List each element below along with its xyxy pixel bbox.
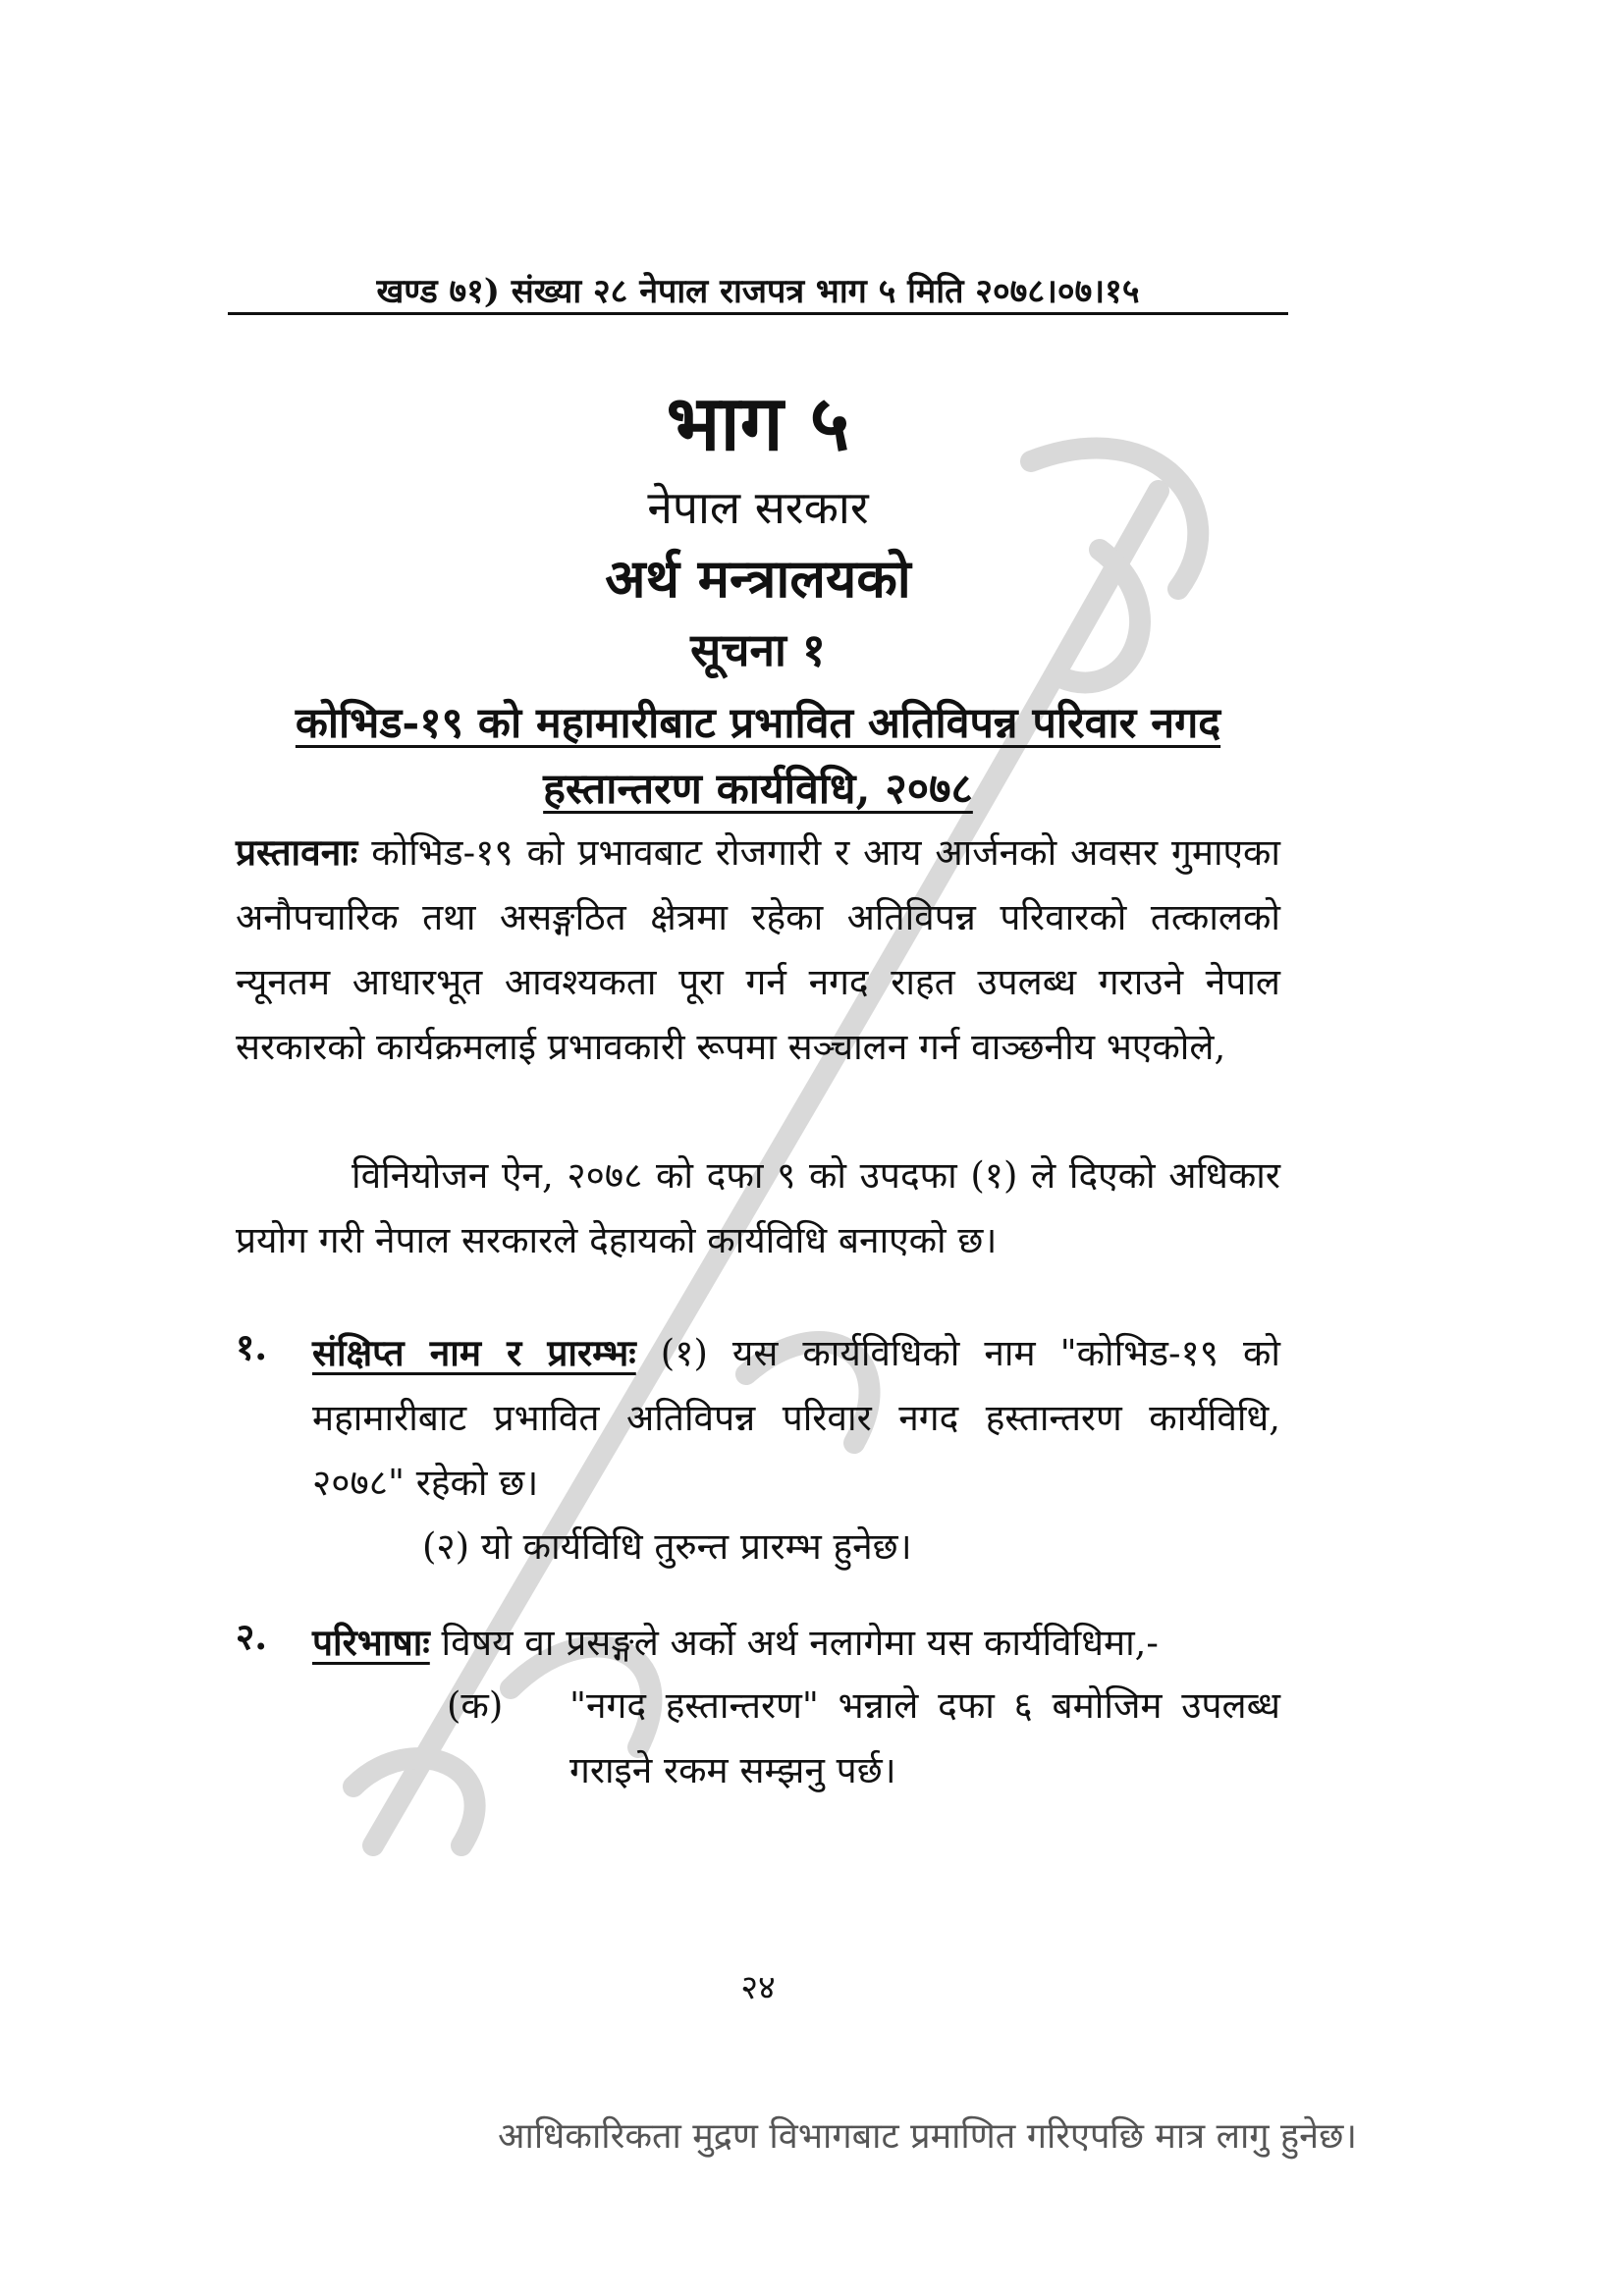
- section-1-number: १.: [236, 1325, 268, 1368]
- section-1: [312, 1320, 1280, 1516]
- preamble-label: प्रस्तावनाः: [236, 830, 358, 874]
- part-title: भाग ५: [666, 379, 850, 468]
- section-2: [312, 1610, 1280, 1676]
- section-2-heading: परिभाषाः: [312, 1621, 430, 1664]
- section-2-text: विषय वा प्रसङ्गले अर्को अर्थ नलागेमा यस कार्यविधिमा,-: [441, 1622, 1159, 1664]
- section-1-heading: संक्षिप्त नाम र प्रारम्भः: [312, 1331, 636, 1374]
- footer-note: आधिकारिकता मुद्रण विभागबाट प्रमाणित गरिएपछि मात्र लागु हुनेछ।: [498, 2116, 1357, 2157]
- preamble-text: कोभिड-१९ को प्रभावबाट रोजगारी र आय आर्जनको अवसर गुमाएका अनौपचारिक तथा असङ्गठित क्षेत्रमा रहेका अतिविपन्न परिवारको तत्कालको न्यूनतम आधारभूत आवश्यकता पूरा गर्न नगद राहत उपलब्ध गराउने नेपाल सरकारको कार्यक्रमलाई प्रभावकारी रूपमा सञ्चालन गर्न वाञ्छनीय भएकोले,: [236, 831, 1280, 1068]
- page-number: २४: [740, 1968, 776, 2007]
- gazette-header: खण्ड ७१) संख्या २८ नेपाल राजपत्र भाग ५ मिति २०७८।०७।१५: [376, 272, 1140, 311]
- government-name: नेपाल सरकार: [647, 481, 869, 534]
- header-rule: [228, 312, 1288, 315]
- procedure-title-line2: हस्तान्तरण कार्यविधि, २०७८: [543, 765, 973, 814]
- procedure-title-line1: कोभिड-१९ को महामारीबाट प्रभावित अतिविपन्न परिवार नगद: [295, 699, 1221, 748]
- clause-ka-text: "नगद हस्तान्तरण" भन्नाले दफा ६ बमोजिम उपलब्ध गराइने रकम सम्झनु पर्छ।: [569, 1684, 1280, 1791]
- enactment-clause: विनियोजन ऐन, २०७८ को दफा ९ को उपदफा (१) ले दिएको अधिकार प्रयोग गरी नेपाल सरकारले देहायको कार्यविधि बनाएको छ।: [236, 1154, 1280, 1261]
- notice-number: सूचना १: [690, 623, 826, 676]
- section-1-text: (१) यस कार्यविधिको नाम "कोभिड-१९ को महामारीबाट प्रभावित अतिविपन्न परिवार नगद हस्तान्तरण कार्यविधि, २०७८" रहेको छ।: [312, 1332, 1280, 1504]
- section-1-subsection-2: (२) यो कार्यविधि तुरुन्त प्रारम्भ हुनेछ।: [422, 1525, 912, 1568]
- preamble: [236, 820, 1280, 1080]
- ministry-name: अर्थ मन्त्रालयको: [605, 547, 911, 610]
- clause-ka-label: (क): [447, 1684, 504, 1727]
- section-2-number: २.: [236, 1615, 268, 1658]
